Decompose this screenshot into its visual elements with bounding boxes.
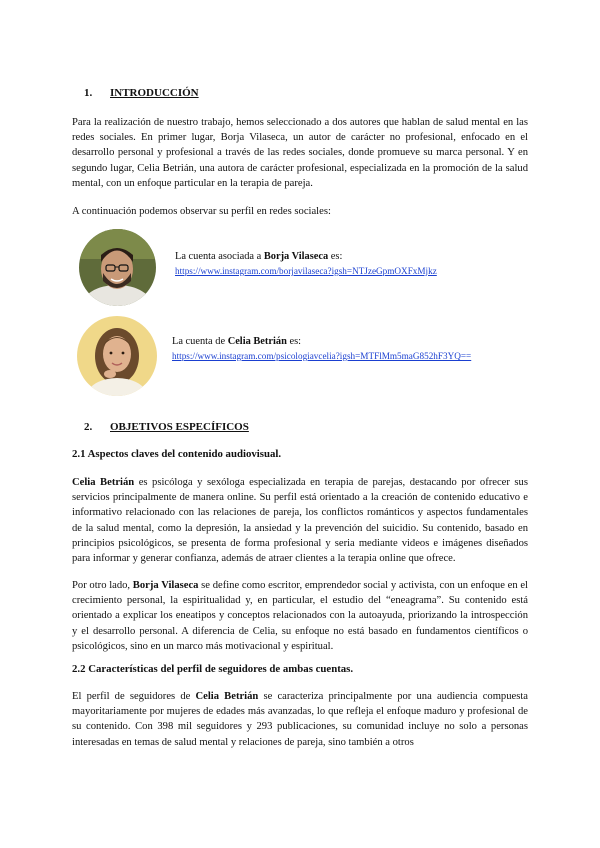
- profile-suffix: es:: [286, 336, 301, 347]
- section-title: INTRODUCCIÓN: [110, 87, 199, 99]
- bold-name: Celia Betrián: [72, 477, 135, 488]
- paragraph-text: se caracteriza principalmente por una audiencia compuesta mayoritariamente por mujeres de edades más avanzadas, lo que refleja el enfoque maduro y profesional de su contenido. Con 398 mil seguidores y 293 publicaciones, su comunidad incluye no solo a personas interesadas en temas de salud mental y relaciones de pareja, sino también a otros: [72, 691, 528, 748]
- subsection-2-2-title: 2.2 Características del perfil de seguidores de ambas cuentas.: [72, 663, 354, 675]
- profile-name: Celia Betrián: [227, 336, 287, 347]
- celia-profile-line: [172, 335, 471, 349]
- intro-paragraph: Para la realización de nuestro trabajo, hemos seleccionado a dos autores que hablan de salud mental en las redes sociales. En primer lugar, Borja Vilaseca, un autor de carácter no profesional, enfocado en el desarrollo personal y profesional a través de las redes sociales, donde promueve su marca personal. Y en segundo lugar, Celia Betrián, una autora de carácter profesional, especializada en la promoción de la salud mental, con un enfoque particular en la terapia de pareja.: [72, 117, 528, 189]
- section-heading-objetivos: [84, 420, 249, 435]
- section-number: 1.: [84, 87, 93, 99]
- celia-instagram-link[interactable]: https://www.instagram.com/psicologiavcelia?igsh=MTFlMm5maG852hF3YQ==: [172, 351, 472, 361]
- bold-name: Celia Betrián: [195, 691, 259, 702]
- profile-prefix: La cuenta de: [172, 336, 228, 347]
- borja-vilaseca-avatar: [79, 229, 156, 306]
- section-number: 2.: [84, 421, 93, 433]
- paragraph-prefix: El perfil de seguidores de: [72, 691, 196, 702]
- subsection-2-1-title: 2.1 Aspectos claves del contenido audiovisual.: [72, 448, 282, 460]
- profile-name: Borja Vilaseca: [263, 251, 329, 262]
- paragraph-prefix: Por otro lado,: [72, 580, 133, 591]
- profiles-intro: A continuación podemos observar su perfil en redes sociales:: [72, 206, 331, 217]
- borja-profile-text: [175, 250, 437, 278]
- profile-suffix: es:: [328, 251, 343, 262]
- section-title: OBJETIVOS ESPECÍFICOS: [110, 421, 249, 433]
- paragraph-text: se define como escritor, emprendedor social y activista, con un enfoque en el crecimiento personal, la espiritualidad y, en particular, el estudio del “eneagrama”. Su contenido está orientado a explicar los eneatipos y conceptos relacionados con la autoayuda, priorizando la introspección y el desarrollo personal. A diferencia de Celia, su enfoque no está basado en fundamentos científicos o psicológicos, sino en un marco más motivacional y espiritual.: [72, 580, 528, 652]
- bold-name: Borja Vilaseca: [132, 580, 199, 591]
- borja-profile-line: [175, 250, 437, 264]
- paragraph-text: es psicóloga y sexóloga especializada en terapia de parejas, destacando por ofrecer sus servicios principalmente de manera online. Su perfil está orientado a la creación de contenido educativo e informativo relacionado con las relaciones de pareja, los conflictos románticos y aspectos fundamentales de la salud mental, como la depresión, la ansiedad y la prevención del suicidio. Su contenido, basado en principios psicológicos, se presenta de forma profesional y seria mediante videos e imágenes diseñados para informar y generar confianza, además de atraer clientes a la terapia online que ofrece.: [72, 477, 528, 565]
- section-heading-introduccion: [84, 86, 199, 101]
- celia-betrian-avatar: [77, 316, 157, 396]
- celia-content-paragraph: [72, 475, 528, 566]
- borja-content-paragraph: [72, 578, 528, 654]
- celia-profile-text: [172, 335, 471, 363]
- profile-prefix: La cuenta asociada a: [175, 251, 264, 262]
- followers-paragraph: [72, 689, 528, 750]
- borja-instagram-link[interactable]: https://www.instagram.com/borjavilaseca?igsh=NTJzeGpmOXFxMjkz: [175, 266, 437, 276]
